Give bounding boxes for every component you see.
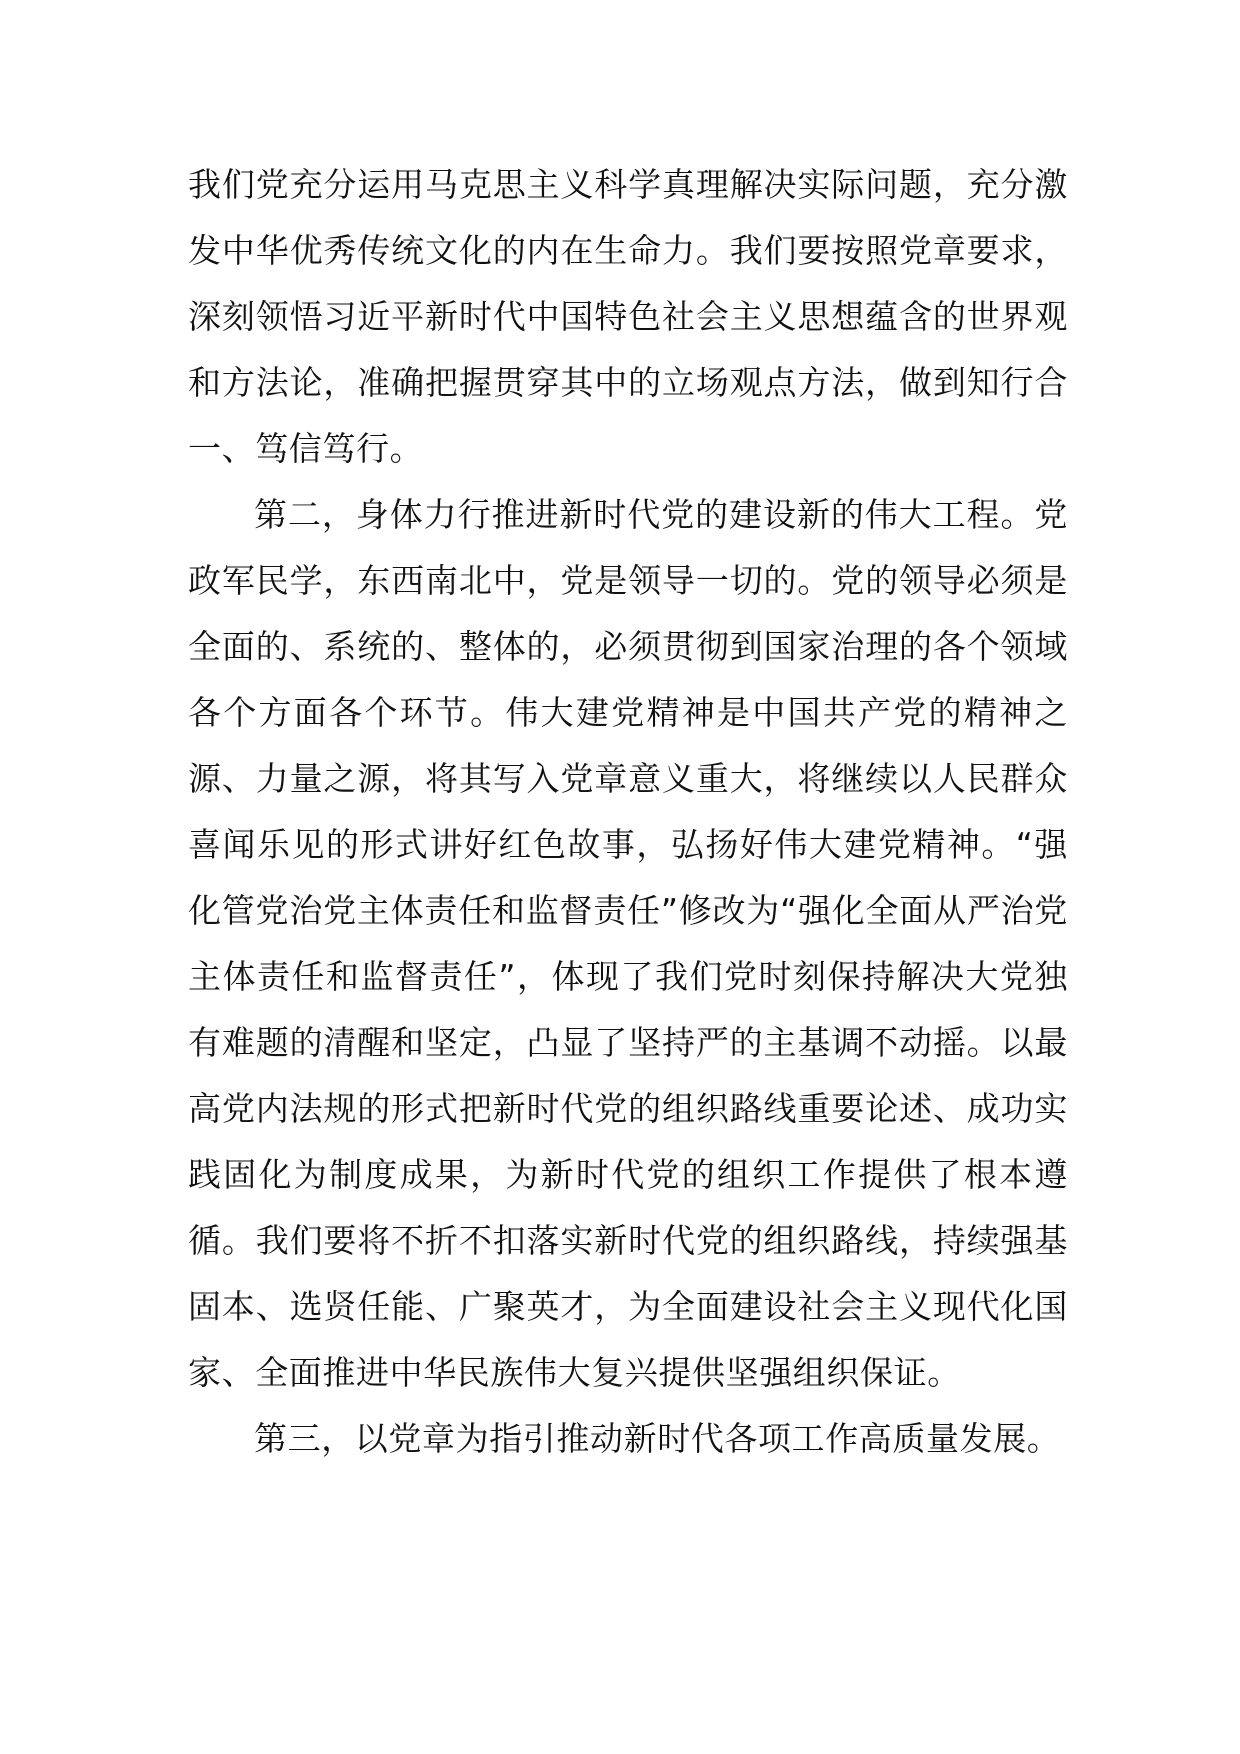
paragraph-continuation: 我们党充分运用马克思主义科学真理解决实际问题，充分激发中华优秀传统文化的内在生命力。我们要按照党章要求，深刻领悟习近平新时代中国特色社会主义思想蕴含的世界观和方法论，准确把握贯穿其中的立场观点方法，做到知行合一、笃信笃行。 (188, 165, 1068, 468)
paragraph-second-point: 第二，身体力行推进新时代党的建设新的伟大工程。党政军民学，东西南北中，党是领导一切的。党的领导必须是全面的、系统的、整体的，必须贯彻到国家治理的各个领域各个方面各个环节。伟大建党精神是中国共产党的精神之源、力量之源，将其写入党章意义重大，将继续以人民群众喜闻乐见的形式讲好红色故事，弘扬好伟大建党精神。“强化管党治党主体责任和监督责任”修改为“强化全面从严治党主体责任和监督责任”，体现了我们党时刻保持解决大党独有难题的清醒和坚定，凸显了坚持严的主基调不动摇。以最高党内法规的形式把新时代党的组织路线重要论述、成功实践固化为制度成果，为新时代党的组织工作提供了根本遵循。我们要将不折不扣落实新时代党的组织路线，持续强基固本、选贤任能、广聚英才，为全面建设社会主义现代化国家、全面推进中华民族伟大复兴提供坚强组织保证。 (188, 495, 1068, 1392)
document-body (188, 152, 1068, 1472)
paragraph-third-point: 第三，以党章为指引推动新时代各项工作高质量发展。 (254, 1419, 1061, 1458)
